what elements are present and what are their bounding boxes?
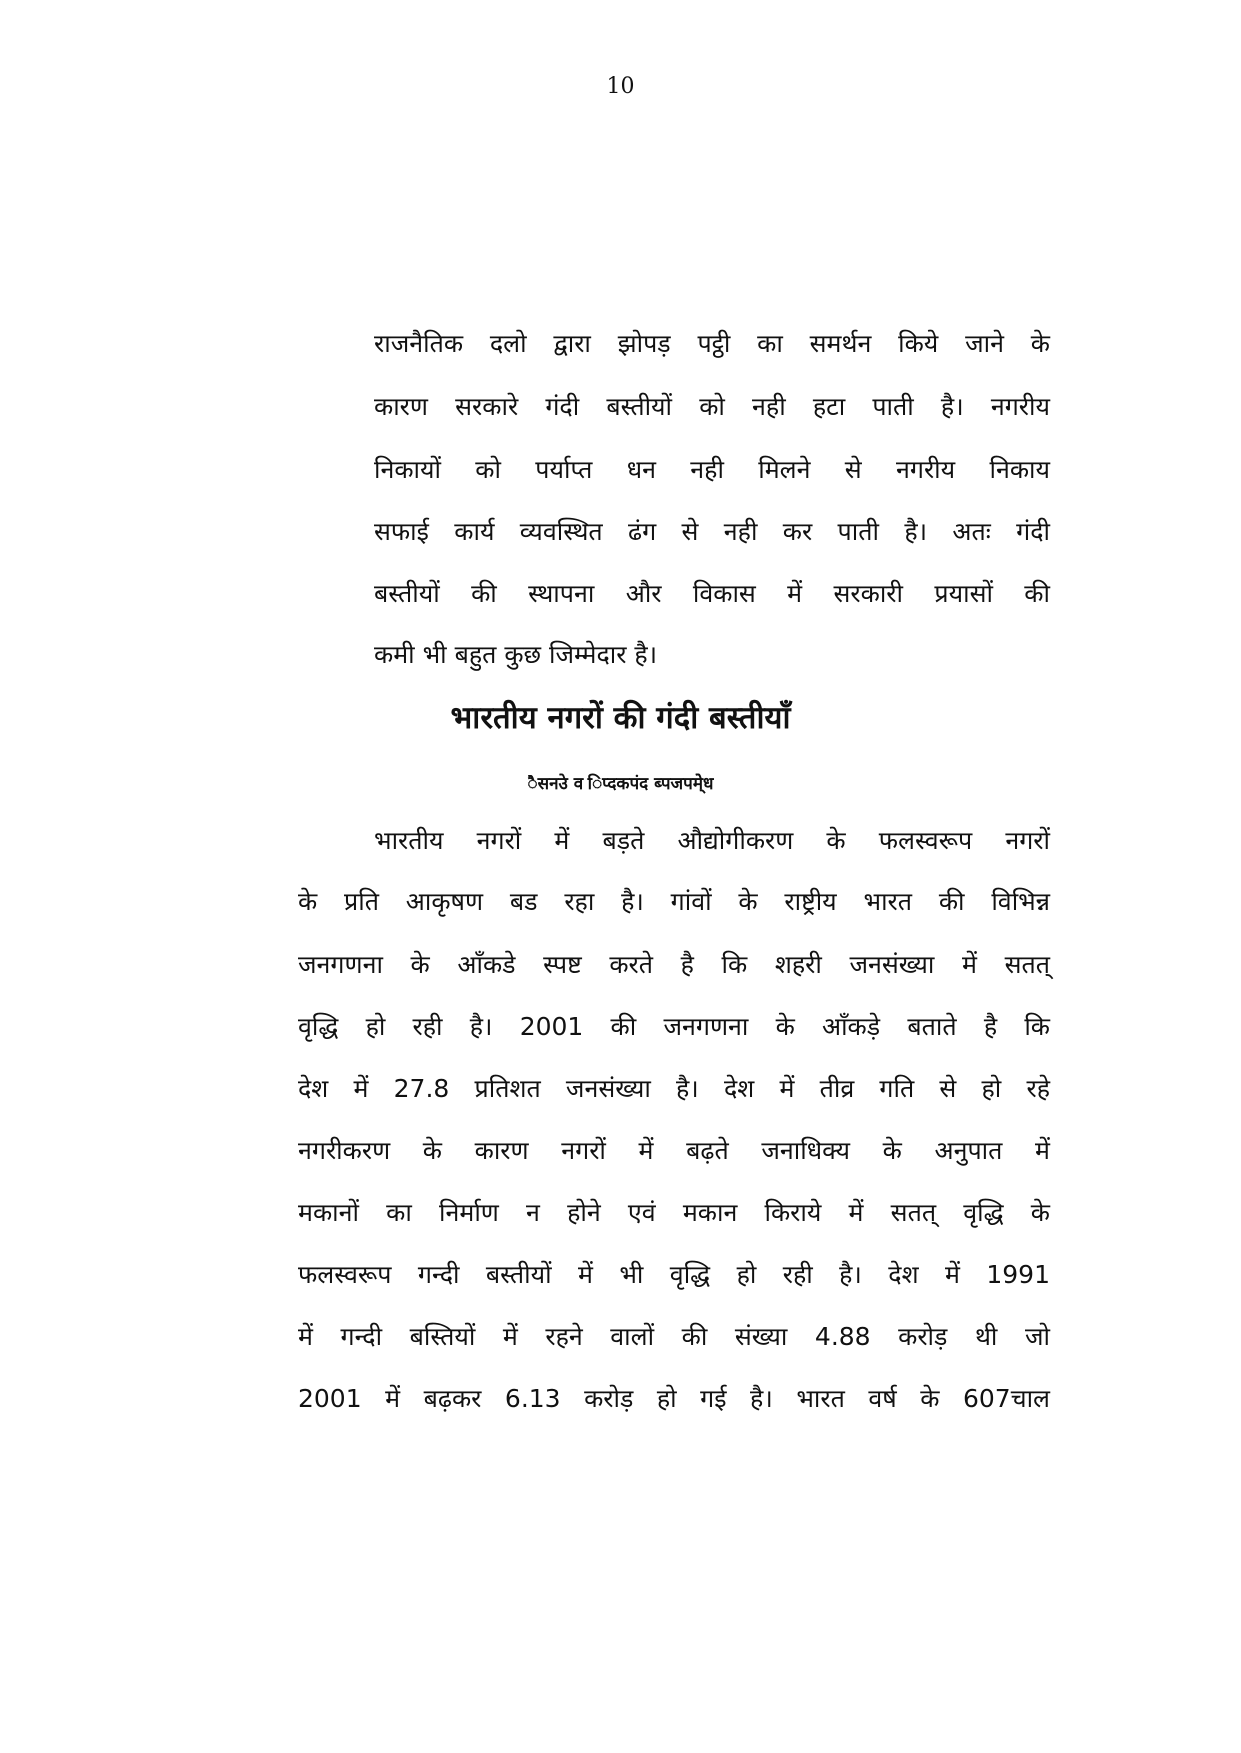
body-line: नगरीकरण के कारण नगरों में बढ़ते जनाधिक्य के अनुपात में [298,1136,1050,1165]
body-line: मकानों का निर्माण न होने एवं मकान किराये में सतत् वृद्धि के [298,1198,1050,1227]
section-heading: भारतीय नगरों की गंदी बस्तीयाँ [450,700,791,736]
body-line: भारतीय नगरों में बड़ते औद्योगीकरण के फलस्वरूप नगरों [374,826,1050,855]
intro-line: राजनैतिक दलो द्वारा झोपड़ पट्ठी का समर्थन किये जाने के [374,329,1050,358]
intro-line: कमी भी बहुत कुछ जिम्मेदार है। [374,640,658,669]
body-line: जनगणना के आँकडे स्पष्ट करते है कि शहरी जनसंख्या में सतत् [298,950,1050,979]
intro-line: कारण सरकारे गंदी बस्तीयों को नही हटा पाती है। नगरीय [374,392,1050,421]
body-line: 2001 में बढ़कर 6.13 करोड़ हो गई है। भारत वर्ष के 607चाल [298,1384,1050,1413]
body-line: वृद्धि हो रही है। 2001 की जनगणना के आँकड़े बताते है कि [298,1012,1050,1041]
body-line: के प्रति आकृषण बड रहा है। गांवों के राष्ट्रीय भारत की विभिन्न [298,887,1050,916]
body-line: में गन्दी बस्तियों में रहने वालों की संख्या 4.88 करोड़ थी जो [298,1322,1050,1351]
body-line: फलस्वरूप गन्दी बस्तीयों में भी वृद्धि हो रही है। देश में 1991 [298,1260,1050,1289]
intro-line: बस्तीयों की स्थापना और विकास में सरकारी प्रयासों की [374,579,1050,608]
body-line: देश में 27.8 प्रतिशत जनसंख्या है। देश में तीव्र गति से हो रहे [298,1074,1050,1103]
intro-line: निकायों को पर्याप्त धन नही मिलने से नगरीय निकाय [374,455,1050,484]
section-subheading: ेैसनउे व िप्दकपंद ब्पजपमेे्ध [527,774,714,794]
page-number: 10 [606,74,635,99]
intro-line: सफाई कार्य व्यवस्थित ढंग से नही कर पाती है। अतः गंदी [374,517,1050,546]
